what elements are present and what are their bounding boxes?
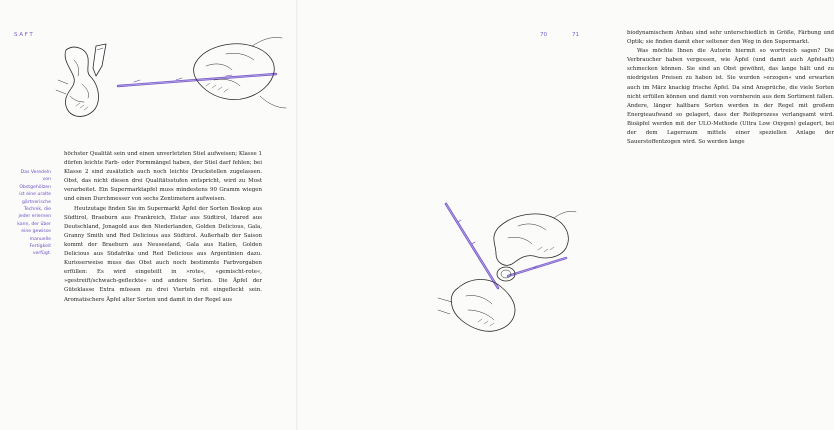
hands-grafting-knife-illustration	[56, 36, 288, 128]
left-page	[0, 0, 297, 430]
folio-right: 71	[572, 32, 580, 38]
paragraph: Was möchte Ihnen die Autorin hiermit so wortreich sagen? Die Verbraucher haben vergessen, wie Äpfel (und damit auch Apfelsaft) schmecken können. Sie sind an Obst gewöhnt, das lange hält und zu niedrigsten Preisen zu haben ist. Sie wurden »erzogen« und erwarten auch im März knackig frische Äpfel. Da sind Ansprüche, die viele Sorten nicht erfüllen können und damit von vornherein aus dem Sortiment fallen. Andere, länger haltbare Sorten werden in der Regel mit großem Energieaufwand so gelagert, dass der Reifeprozess verlangsamt wird. Bioäpfel werden mit der ULO-Methode (Ultra Low Oxygen) gelagert, bei der dem Lagerraum mittels einer speziellen Anlage der Sauerstoffentzogen wird. So werden lange	[627, 48, 834, 146]
paragraph: biodynamischem Anbau sind sehr unterschiedlich in Größe, Färbung und Optik; sie finden damit eher seltener den Weg in den Supermarkt.	[627, 30, 834, 46]
paragraph: höchster Qualität sein und einen unverletzten Stiel aufweisen; Klasse 1 dürfen leichte Farb- oder Formmängel haben, der Stiel darf fehlen; bei Klasse 2 sind zusätzlich auch noch leichte Druckstellen zugelassen. Obst, das nicht diesen drei Qualitätsstufen entspricht, wird zu Most verarbeitet. Ein Supermarktapfel muss mindestens 90 Gramm wiegen und einen Durchmesser von sechs Zentimetern aufweisen.	[64, 151, 262, 203]
hands-tying-graft-illustration	[438, 198, 576, 336]
left-body-text	[64, 150, 262, 305]
side-note: Das Veredeln von Obstgehölzen ist eine uralte gärtnerische Technik, die jeder erlernen kann, der über eine gewisse manuelle Fertigkeit verfügt.	[17, 170, 51, 257]
folio-left: 70	[540, 32, 548, 38]
paragraph: Heutzutage finden Sie im Supermarkt Äpfel der Sorten Boskop aus Südtirol, Braeburn aus Frankreich, Elstar aus Südtirol, Idared aus Deutschland, Jonagold aus den Niederlanden, Golden Delicious, Gala, Granny Smith und Red Delicious aus Südtirol. Außerhalb der Saison kommt der Braeburn aus Neuseeland, Gala aus Italien, Golden Delicious aus Südafrika und Red Delicious aus Argentinien dazu. Kurioserweise muss das Obst auch noch bestimmte Farbvorgaben erfüllen: Es wird eingeteilt in »rote«, »gemischt-rote«, »gestreift/schwach-gefleckte« und andere Sorten. Die Äpfel der Güteklasse Extra müssen zu drei Vierteln rot eingefleckt sein. Aromatischere Äpfel alter Sorten und damit in der Regel aus	[64, 205, 262, 303]
running-head: SAFT	[14, 32, 35, 38]
right-body-text	[627, 29, 834, 147]
